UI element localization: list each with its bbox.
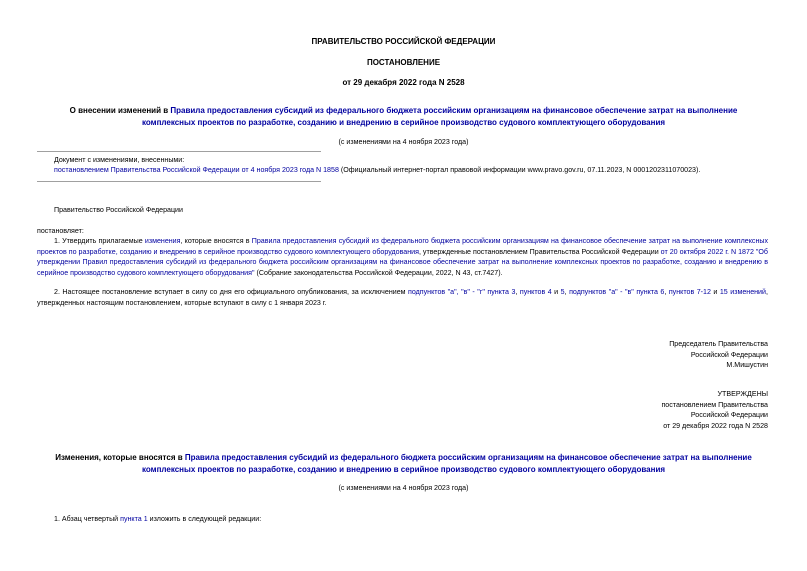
p1-text-b: , которые вносятся в: [180, 237, 252, 245]
document-type: ПОСТАНОВЛЕНИЕ: [366, 58, 441, 67]
approved-line-2: постановлением Правительства: [661, 400, 768, 409]
changes-title: [40, 452, 767, 476]
p2-sep-3: ,: [564, 288, 570, 296]
changes-edition-note: (с изменениями на 4 ноября 2023 года): [338, 484, 469, 492]
subclauses-link[interactable]: подпунктов "а", "в" - "г" пункта 3: [408, 288, 516, 296]
clause-5-link[interactable]: 5: [560, 288, 565, 296]
divider-bottom: [37, 181, 321, 182]
clauses-7-12-link[interactable]: пунктов 7-12: [668, 288, 711, 296]
rules-link-2[interactable]: Правила предоставления субсидий из федерального бюджета российским организациям на финансовое обеспечение затрат на выполнение комплексных проектов по разработке, созданию и внедрению в серийное производство судового комплектующего оборудования: [37, 237, 769, 256]
edition-note: (с изменениями на 4 ноября 2023 года): [338, 138, 469, 146]
p1-text-a: 1. Утвердить прилагаемые: [54, 237, 145, 245]
p1-text-d: (Собрание законодательства Российской Федерации, 2022, N 43, ст.7427).: [254, 269, 503, 278]
signature-name: М.Мишустин: [726, 361, 768, 370]
divider-top: [37, 151, 321, 152]
clause-15-link[interactable]: 15 изменений: [719, 288, 766, 296]
changes-title-prefix: Изменения, которые вносятся в: [55, 453, 185, 462]
clause-1-link[interactable]: пункта 1: [120, 515, 148, 523]
paragraph-1: [37, 236, 768, 279]
amending-decree-link[interactable]: постановлением Правительства Российской Федерации от 4 ноября 2023 года N 1858: [54, 166, 339, 174]
approved-title: УТВЕРЖДЕНЫ: [717, 390, 768, 398]
rules-link[interactable]: Правила предоставления субсидий из федерального бюджета российским организациям на финансовое обеспечение затрат на выполнение комплексных проектов по разработке, созданию и внедрению в серийное производство судового комплектующего оборудования: [141, 106, 738, 127]
approved-line-3: Российской Федерации: [690, 411, 768, 420]
signature-org: Российской Федерации: [690, 350, 768, 359]
decree-1872-link[interactable]: от 20 октября 2022 г. N 1872 "Об утверждении Правил предоставления субсидий из федерального бюджета российским организациям на финансовое обеспечение затрат на выполнение комплексных проектов по разработке, созданию и внедрению в серийное производство судового комплектующего оборудования": [37, 247, 768, 278]
subclauses-6-link[interactable]: подпунктов "а" - "в" пункта 6: [569, 288, 665, 296]
government-line: Правительство Российской Федерации: [54, 206, 183, 214]
title-prefix: О внесении изменений в: [69, 106, 171, 115]
p2-sep-4: ,: [664, 288, 669, 296]
changes-intro: Документ с изменениями, внесенными:: [54, 156, 185, 164]
p1-text-c: , утвержденные постановлением Правительства Российской Федерации: [418, 247, 661, 256]
document-title: [62, 105, 745, 129]
signature-title: Председатель Правительства: [669, 340, 768, 348]
item-1: [54, 514, 768, 525]
approved-block: [500, 389, 768, 432]
changes-rules-link[interactable]: Правила предоставления субсидий из федерального бюджета российским организациям на финансовое обеспечение затрат на выполнение комплексных проектов по разработке, созданию и внедрению в серийное производство судового комплектующего оборудования: [141, 453, 752, 474]
p2-text-end: , утвержденных настоящим постановлением, которые вступают в силу с 1 января 2023 г.: [37, 288, 768, 307]
changes-link[interactable]: изменения: [144, 237, 181, 245]
changes-source-rest: (Официальный интернет-портал правовой информации www.pravo.gov.ru, 07.11.2023, N 0001202311070023).: [338, 166, 701, 174]
p2-sep-1: ,: [515, 288, 520, 296]
clauses-4-link[interactable]: пунктов 4: [519, 288, 552, 296]
document-date: от 29 декабря 2022 года N 2528: [342, 78, 465, 87]
item1-text-b: изложить в следующей редакции:: [147, 515, 262, 523]
decides-line: постановляет:: [37, 227, 84, 235]
p2-sep-5: и: [710, 288, 720, 296]
p2-text-a: 2. Настоящее постановление вступает в силу со дня его официального опубликования, за исключением: [54, 288, 409, 296]
signature-block: [500, 339, 768, 371]
paragraph-2: [37, 287, 768, 308]
changes-source: [54, 165, 774, 176]
approved-line-4: от 29 декабря 2022 года N 2528: [663, 422, 768, 431]
p2-sep-2: и: [551, 288, 561, 296]
item1-text-a: 1. Абзац четвертый: [54, 515, 121, 523]
government-heading: ПРАВИТЕЛЬСТВО РОССИЙСКОЙ ФЕДЕРАЦИИ: [311, 37, 496, 46]
